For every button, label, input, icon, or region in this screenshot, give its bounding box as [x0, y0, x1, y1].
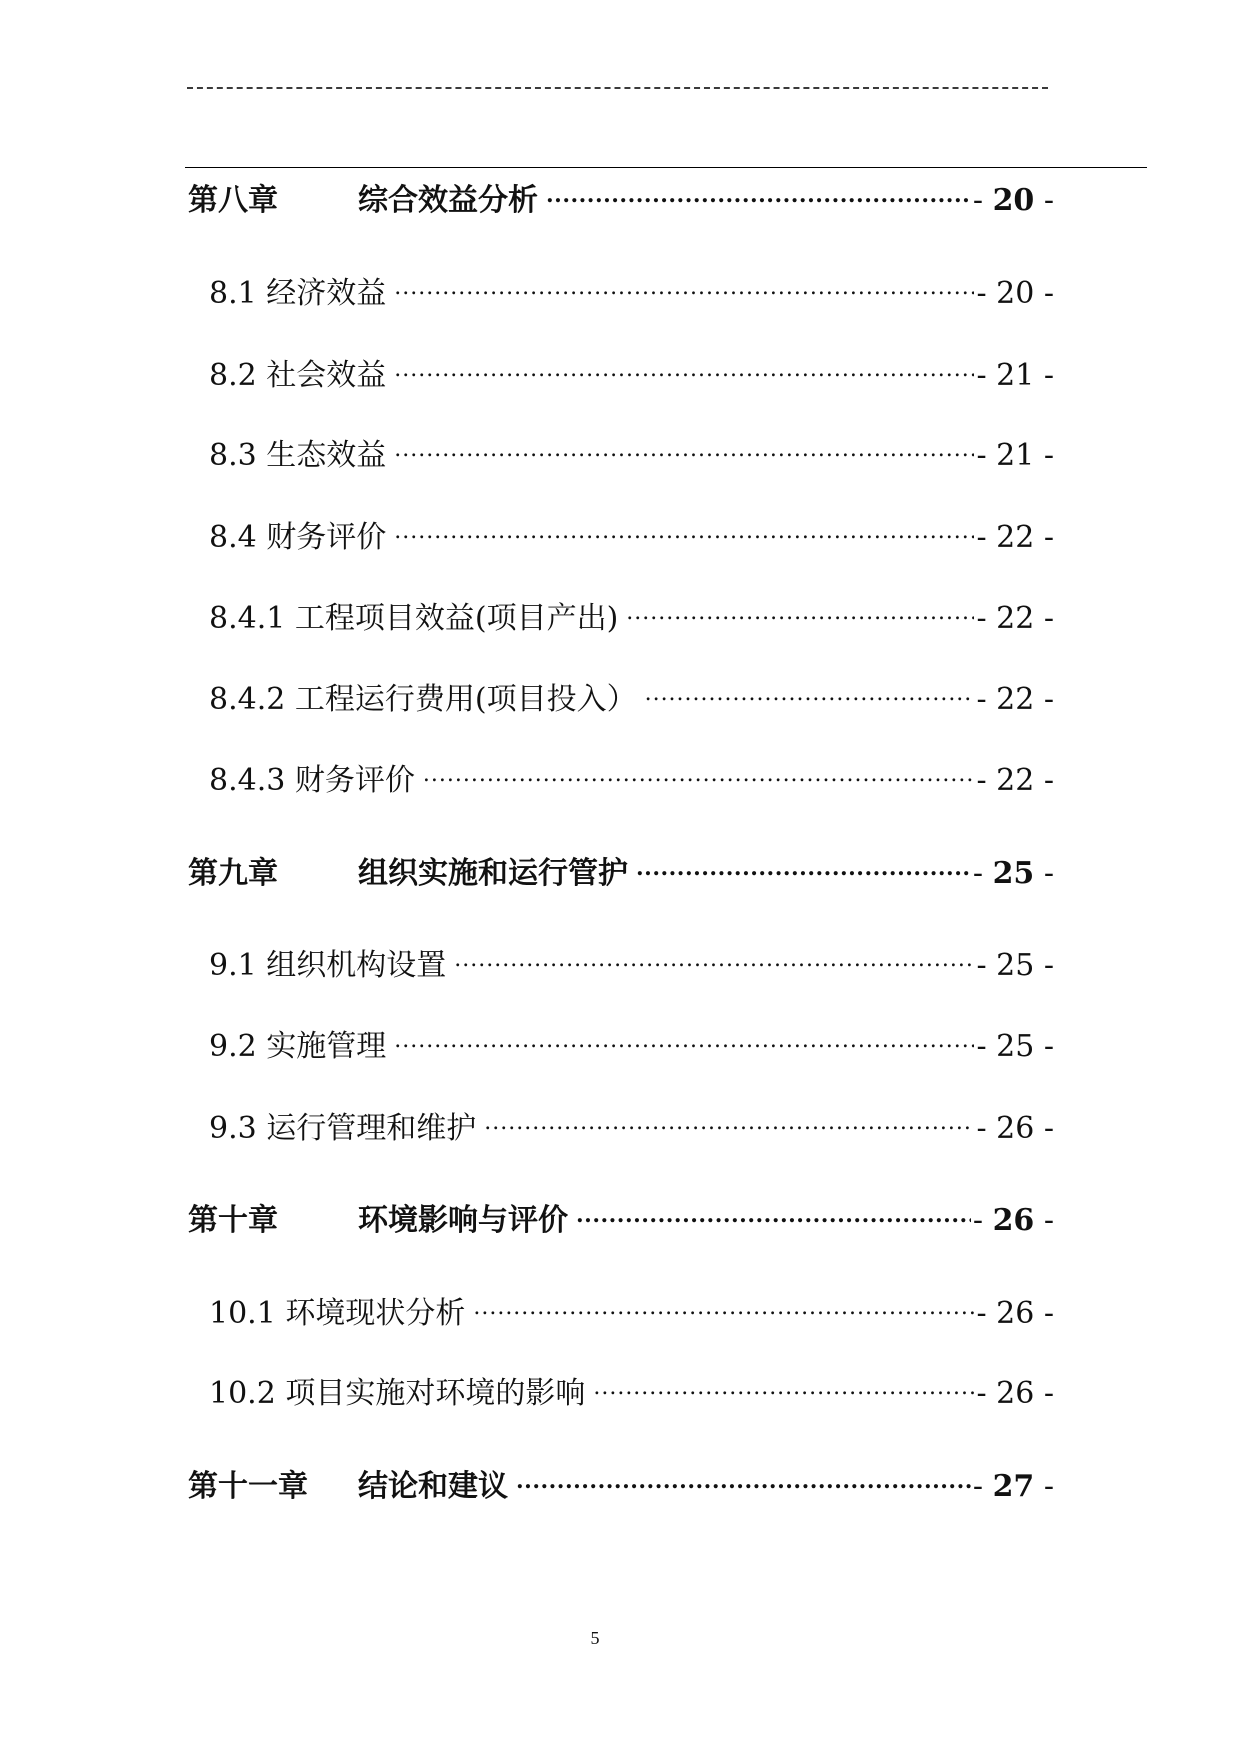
- toc-chapter-number: 第九章: [188, 856, 278, 891]
- toc-page-number: 26: [996, 1111, 1035, 1146]
- toc-section-entry[interactable]: [209, 1363, 1054, 1411]
- toc-section-entry[interactable]: [209, 263, 1054, 311]
- toc-dot-leader: [423, 750, 975, 790]
- toc-chapter-entry[interactable]: [188, 170, 1054, 218]
- toc-page-ref: - 25 -: [972, 856, 1054, 891]
- toc-section-entry[interactable]: [209, 1016, 1054, 1064]
- toc-section-entry[interactable]: [209, 507, 1054, 555]
- toc-section-entry[interactable]: [209, 669, 1054, 717]
- toc-page-ref: - 20 -: [976, 276, 1054, 311]
- toc-entry-title: 9.1 组织机构设置: [209, 948, 447, 983]
- toc-page-number: 26: [996, 1296, 1035, 1331]
- toc-page-ref: - 26 -: [972, 1203, 1054, 1238]
- toc-dot-leader: [626, 588, 974, 628]
- toc-page-ref: - 21 -: [976, 438, 1054, 473]
- toc-page-number: 22: [996, 520, 1035, 555]
- toc-chapter-entry[interactable]: [188, 1456, 1054, 1504]
- toc-dot-leader: [516, 1456, 971, 1496]
- toc-chapter-number: 第八章: [188, 183, 278, 218]
- toc-page-ref: - 26 -: [976, 1296, 1054, 1331]
- toc-page-ref: - 22 -: [976, 601, 1054, 636]
- toc-page-ref: - 25 -: [976, 1029, 1054, 1064]
- toc-page-ref: - 27 -: [972, 1469, 1054, 1504]
- toc-entry-title: 8.4.1 工程项目效益(项目产出): [209, 601, 619, 636]
- toc-page-ref: - 22 -: [976, 763, 1054, 798]
- toc-dot-leader: [593, 1363, 974, 1403]
- toc-dot-leader: [473, 1283, 974, 1323]
- toc-entry-title: 环境影响与评价: [358, 1203, 568, 1238]
- toc-entry-title: 8.2 社会效益: [209, 358, 387, 393]
- toc-entry-title: 8.4 财务评价: [209, 520, 387, 555]
- toc-section-entry[interactable]: [209, 425, 1054, 473]
- toc-dot-leader: [454, 935, 974, 975]
- toc-dot-leader: [546, 170, 971, 210]
- toc-section-entry[interactable]: [209, 588, 1054, 636]
- toc-chapter-entry[interactable]: [188, 843, 1054, 891]
- toc-entry-title: 综合效益分析: [358, 183, 538, 218]
- toc-chapter-entry[interactable]: [188, 1190, 1054, 1238]
- toc-entry-title: 组织实施和运行管护: [358, 856, 628, 891]
- toc-dot-leader: [636, 843, 971, 883]
- toc-page-number: 22: [996, 682, 1035, 717]
- toc-page-number: 26: [992, 1203, 1035, 1238]
- toc-page-ref: - 26 -: [976, 1376, 1054, 1411]
- toc-page-ref: - 22 -: [976, 520, 1054, 555]
- toc-entry-title: 8.4.2 工程运行费用(项目投入）: [209, 682, 637, 717]
- page-number: 5: [590, 1628, 600, 1648]
- toc-entry-title: 结论和建议: [358, 1469, 508, 1504]
- toc-page-number: 25: [996, 1029, 1035, 1064]
- toc-entry-title: 8.1 经济效益: [209, 276, 387, 311]
- toc-page-number: 26: [996, 1376, 1035, 1411]
- toc-dot-leader: [394, 345, 974, 385]
- toc-page-number: 27: [992, 1469, 1035, 1504]
- toc-page-number: 25: [992, 856, 1035, 891]
- toc-page-ref: - 25 -: [976, 948, 1054, 983]
- toc-page-ref: - 22 -: [976, 682, 1054, 717]
- toc-entry-title: 10.1 环境现状分析: [209, 1296, 466, 1331]
- toc-dot-leader: [394, 425, 974, 465]
- toc-page-ref: - 21 -: [976, 358, 1054, 393]
- toc-entry-title: 9.2 实施管理: [209, 1029, 387, 1064]
- toc-entry-title: 10.2 项目实施对环境的影响: [209, 1376, 586, 1411]
- toc-chapter-number: 第十一章: [188, 1469, 308, 1504]
- toc-dot-leader: [645, 669, 975, 709]
- toc-dot-leader: [394, 263, 974, 303]
- toc-section-entry[interactable]: [209, 1283, 1054, 1331]
- toc-page-number: 20: [992, 183, 1035, 218]
- toc-page-ref: - 20 -: [972, 183, 1054, 218]
- toc-dot-leader: [484, 1098, 974, 1138]
- toc-page-number: 25: [996, 948, 1035, 983]
- toc-page-ref: - 26 -: [976, 1111, 1054, 1146]
- toc-page-number: 21: [996, 438, 1035, 473]
- toc-section-entry[interactable]: [209, 935, 1054, 983]
- toc-page-number: 22: [996, 763, 1035, 798]
- toc-section-entry[interactable]: [209, 345, 1054, 393]
- toc-page-number: 20: [996, 276, 1035, 311]
- toc-entry-title: 9.3 运行管理和维护: [209, 1111, 477, 1146]
- toc-dot-leader: [394, 1016, 974, 1056]
- toc-dot-leader: [394, 507, 974, 547]
- toc-entry-title: 8.3 生态效益: [209, 438, 387, 473]
- toc-page-number: 22: [996, 601, 1035, 636]
- toc-section-entry[interactable]: [209, 1098, 1054, 1146]
- toc-entry-title: 8.4.3 财务评价: [209, 763, 415, 798]
- toc-chapter-number: 第十章: [188, 1203, 278, 1238]
- toc-section-entry[interactable]: [209, 750, 1054, 798]
- toc-dot-leader: [576, 1190, 971, 1230]
- toc-page-number: 21: [996, 358, 1035, 393]
